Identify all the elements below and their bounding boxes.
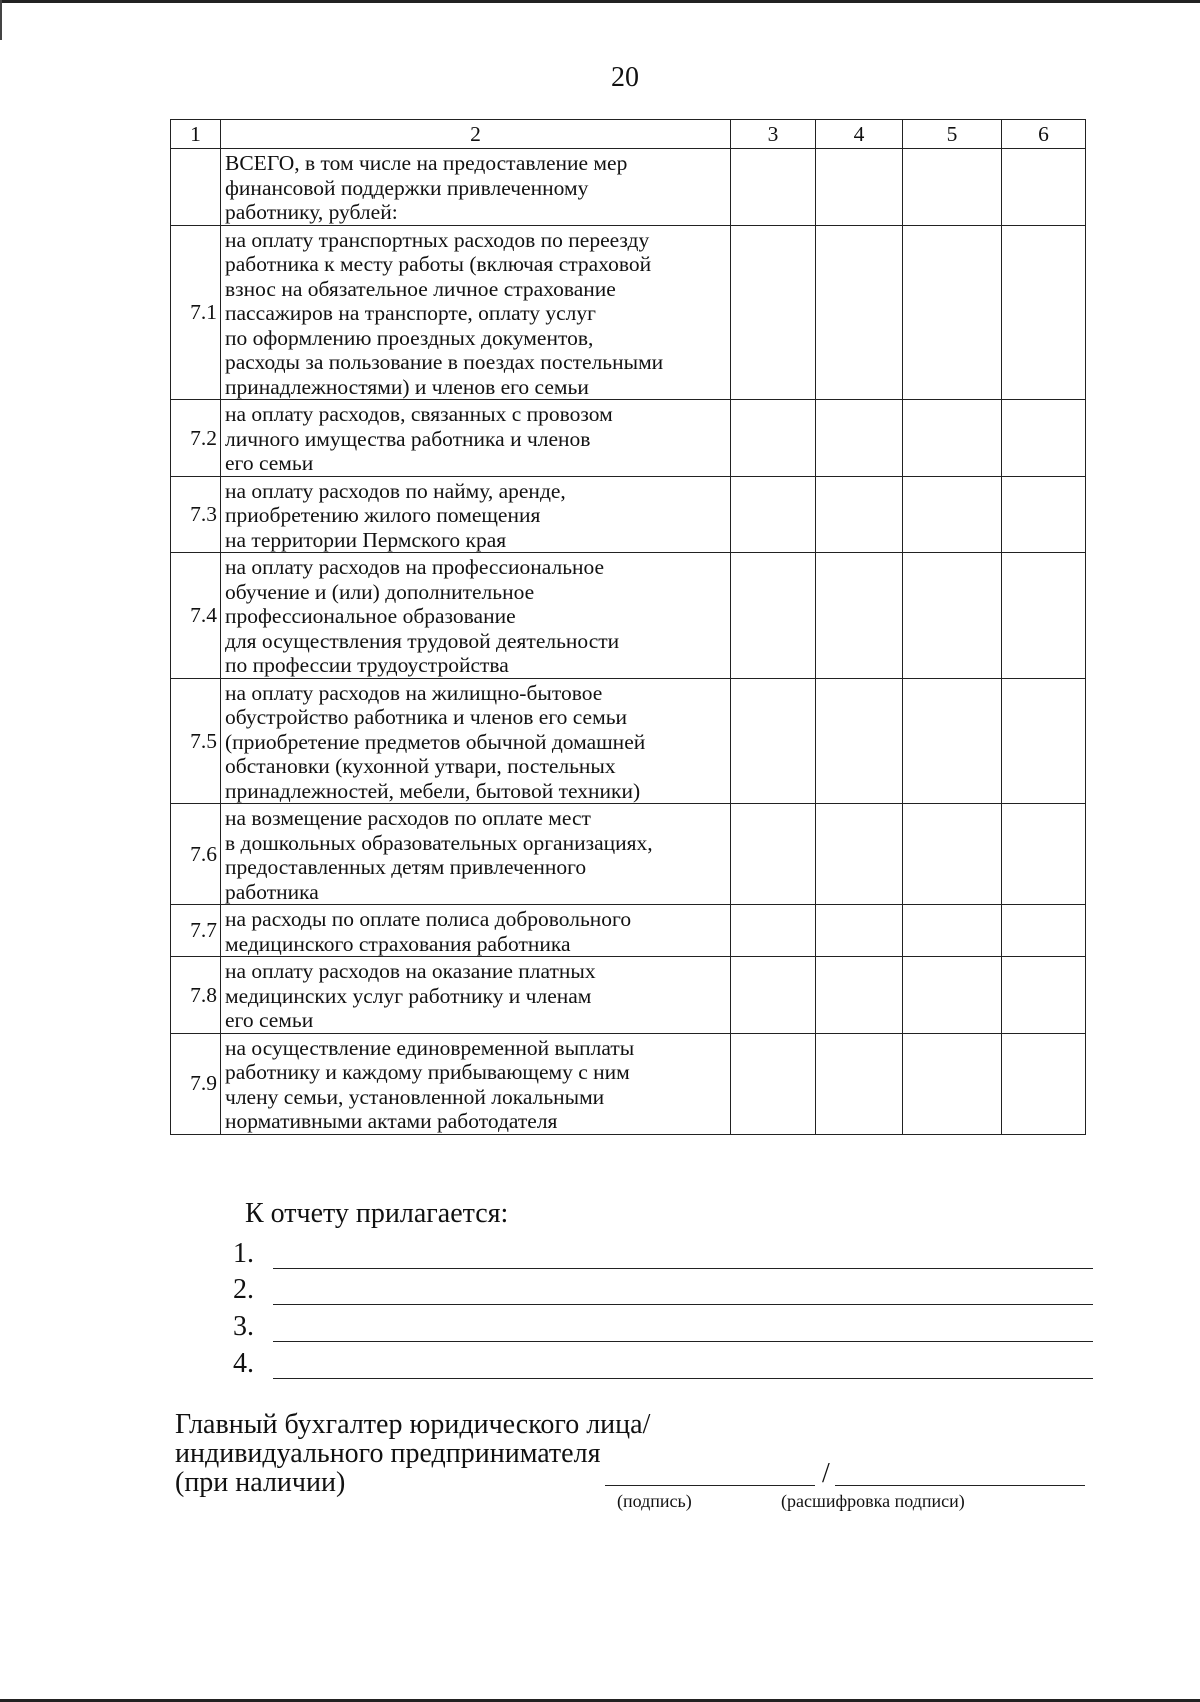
row-description-line: по профессии трудоустройства	[225, 653, 509, 677]
row-description-line: ВСЕГО, в том числе на предоставление мер	[225, 151, 628, 175]
attachment-blank-line[interactable]	[273, 1341, 1093, 1342]
row-description-line: его семьи	[225, 451, 314, 475]
row-description-line: на оплату расходов по найму, аренде,	[225, 478, 566, 503]
value-cell-col-6[interactable]	[1002, 905, 1086, 957]
row-description-line: обустройство работника и членов его семьи	[225, 705, 628, 729]
row-number-cell: 7.6	[171, 804, 221, 905]
row-description-line: принадлежностями) и членов его семьи	[225, 374, 589, 399]
scan-edge-left	[0, 0, 2, 40]
table-row	[171, 149, 1086, 226]
row-description-line: на расходы по оплате полиса добровольного	[225, 907, 632, 931]
table-row	[171, 957, 1086, 1034]
row-description-line: работника	[225, 879, 319, 904]
column-header: 3	[731, 120, 816, 149]
row-description-line: по оформлению проездных документов,	[225, 325, 594, 350]
row-description-line: медицинского страхования работника	[225, 931, 571, 956]
value-cell-col-6[interactable]	[1002, 804, 1086, 905]
attachment-item	[233, 1238, 1093, 1274]
row-number-cell: 7.1	[171, 225, 221, 400]
value-cell-col-6[interactable]	[1002, 225, 1086, 400]
value-cell-col-5[interactable]	[903, 804, 1002, 905]
table-row	[171, 476, 1086, 553]
value-cell-col-5[interactable]	[903, 400, 1002, 477]
row-description-cell	[221, 225, 731, 400]
row-number-cell: 7.5	[171, 678, 221, 804]
signatory-title	[175, 1410, 650, 1497]
value-cell-col-5[interactable]	[903, 957, 1002, 1034]
row-description-cell	[221, 553, 731, 679]
row-description-line: приобретению жилого помещения	[225, 503, 541, 527]
row-description-line: работнику, рублей:	[225, 200, 398, 224]
value-cell-col-3[interactable]	[731, 804, 816, 905]
row-description-line: (приобретение предметов обычной домашней	[225, 729, 646, 754]
value-cell-col-6[interactable]	[1002, 400, 1086, 477]
column-header: 1	[171, 120, 221, 149]
value-cell-col-3[interactable]	[731, 1033, 816, 1134]
value-cell-col-5[interactable]	[903, 678, 1002, 804]
value-cell-col-3[interactable]	[731, 400, 816, 477]
value-cell-col-4[interactable]	[816, 804, 903, 905]
attachment-number: 2.	[233, 1274, 254, 1305]
row-description-line: на возмещение расходов по оплате мест	[225, 806, 591, 830]
value-cell-col-5[interactable]	[903, 553, 1002, 679]
row-number-cell: 7.3	[171, 476, 221, 553]
table-row	[171, 1033, 1086, 1134]
column-header: 2	[221, 120, 731, 149]
row-description-line: члену семьи, установленной локальными	[225, 1084, 605, 1109]
row-description-line: на территории Пермского края	[225, 527, 507, 552]
row-description-line: в дошкольных образовательных организациях,	[225, 830, 653, 855]
row-description-line: профессиональное образование	[225, 604, 516, 628]
signatory-line: индивидуального предпринимателя	[175, 1438, 601, 1469]
row-number-cell	[171, 149, 221, 226]
row-description-line: расходы за пользование в поездах постельными	[225, 350, 664, 374]
row-number-cell: 7.2	[171, 400, 221, 477]
value-cell-col-4[interactable]	[816, 957, 903, 1034]
table-header-row	[171, 120, 1086, 149]
row-description-line: его семьи	[225, 1008, 314, 1032]
row-description-line: обстановки (кухонной утвари, постельных	[225, 754, 616, 778]
row-description-line: на осуществление единовременной выплаты	[225, 1035, 635, 1060]
value-cell-col-5[interactable]	[903, 149, 1002, 226]
value-cell-col-5[interactable]	[903, 1033, 1002, 1134]
value-cell-col-4[interactable]	[816, 678, 903, 804]
value-cell-col-5[interactable]	[903, 225, 1002, 400]
value-cell-col-6[interactable]	[1002, 1033, 1086, 1134]
column-header: 5	[903, 120, 1002, 149]
value-cell-col-5[interactable]	[903, 476, 1002, 553]
row-description-line: предоставленных детям привлеченного	[225, 855, 587, 879]
row-description-line: нормативными актами работодателя	[225, 1109, 558, 1133]
row-description-cell	[221, 1033, 731, 1134]
column-header: 4	[816, 120, 903, 149]
attachment-blank-line[interactable]	[273, 1268, 1093, 1269]
row-description-line: на оплату расходов на оказание платных	[225, 959, 596, 983]
table-row	[171, 804, 1086, 905]
signatory-line: Главный бухгалтер юридического лица/	[175, 1409, 651, 1440]
value-cell-col-3[interactable]	[731, 553, 816, 679]
signature-separator: /	[822, 1458, 830, 1489]
value-cell-col-3[interactable]	[731, 476, 816, 553]
value-cell-col-4[interactable]	[816, 476, 903, 553]
value-cell-col-4[interactable]	[816, 149, 903, 226]
row-description-line: личного имущества работника и членов	[225, 426, 591, 451]
value-cell-col-5[interactable]	[903, 905, 1002, 957]
signature-decoding-blank-line[interactable]	[835, 1485, 1085, 1486]
table-row	[171, 553, 1086, 679]
signature-caption: (подпись)	[617, 1491, 692, 1511]
row-description-line: пассажиров на транспорте, оплату услуг	[225, 301, 596, 325]
row-number-cell: 7.7	[171, 905, 221, 957]
value-cell-col-6[interactable]	[1002, 678, 1086, 804]
value-cell-col-3[interactable]	[731, 905, 816, 957]
attachment-number: 4.	[233, 1348, 254, 1379]
value-cell-col-3[interactable]	[731, 225, 816, 400]
attachment-number: 3.	[233, 1311, 254, 1342]
table-row	[171, 678, 1086, 804]
signature-decoding-caption: (расшифровка подписи)	[781, 1491, 965, 1511]
table-row	[171, 225, 1086, 400]
table-row	[171, 905, 1086, 957]
row-description-line: работнику и каждому прибывающему с ним	[225, 1060, 630, 1084]
row-number-cell: 7.4	[171, 553, 221, 679]
row-description-line: на оплату транспортных расходов по переезду	[225, 227, 650, 252]
attachments-title: К отчету прилагается:	[245, 1198, 509, 1229]
row-description-cell	[221, 957, 731, 1034]
row-description-cell	[221, 400, 731, 477]
row-description-line: на оплату расходов на профессиональное	[225, 555, 605, 579]
row-description-cell	[221, 678, 731, 804]
row-number-cell: 7.9	[171, 1033, 221, 1134]
table-row	[171, 400, 1086, 477]
attachment-item	[233, 1348, 1093, 1384]
value-cell-col-6[interactable]	[1002, 149, 1086, 226]
column-header: 6	[1002, 120, 1086, 149]
signatory-line: (при наличии)	[175, 1467, 346, 1498]
attachment-number: 1.	[233, 1238, 254, 1269]
value-cell-col-4[interactable]	[816, 905, 903, 957]
attachment-item	[233, 1311, 1093, 1347]
value-cell-col-3[interactable]	[731, 678, 816, 804]
value-cell-col-3[interactable]	[731, 957, 816, 1034]
row-description-line: принадлежностей, мебели, бытовой техники)	[225, 778, 641, 803]
value-cell-col-4[interactable]	[816, 225, 903, 400]
row-number-cell: 7.8	[171, 957, 221, 1034]
scan-edge-top	[0, 0, 1200, 3]
row-description-line: взнос на обязательное личное страхование	[225, 276, 616, 301]
attachment-item	[233, 1274, 1093, 1310]
row-description-cell	[221, 905, 731, 957]
page-number: 20	[611, 62, 639, 93]
signature-blank-line[interactable]	[605, 1485, 815, 1486]
row-description-cell	[221, 476, 731, 553]
row-description-line: медицинских услуг работнику и членам	[225, 983, 592, 1008]
value-cell-col-4[interactable]	[816, 553, 903, 679]
row-description-line: на оплату расходов на жилищно-бытовое	[225, 680, 603, 705]
value-cell-col-4[interactable]	[816, 400, 903, 477]
row-description-cell	[221, 804, 731, 905]
value-cell-col-3[interactable]	[731, 149, 816, 226]
value-cell-col-6[interactable]	[1002, 553, 1086, 679]
report-table	[170, 119, 1086, 1135]
value-cell-col-6[interactable]	[1002, 476, 1086, 553]
row-description-line: работника к месту работы (включая страховой	[225, 252, 652, 276]
row-description-line: обучение и (или) дополнительное	[225, 579, 535, 604]
attachment-blank-line[interactable]	[273, 1378, 1093, 1379]
value-cell-col-6[interactable]	[1002, 957, 1086, 1034]
value-cell-col-4[interactable]	[816, 1033, 903, 1134]
row-description-line: для осуществления трудовой деятельности	[225, 628, 620, 653]
row-description-cell	[221, 149, 731, 226]
row-description-line: финансовой поддержки привлеченному	[225, 175, 589, 200]
attachment-blank-line[interactable]	[273, 1304, 1093, 1305]
row-description-line: на оплату расходов, связанных с провозом	[225, 402, 613, 426]
